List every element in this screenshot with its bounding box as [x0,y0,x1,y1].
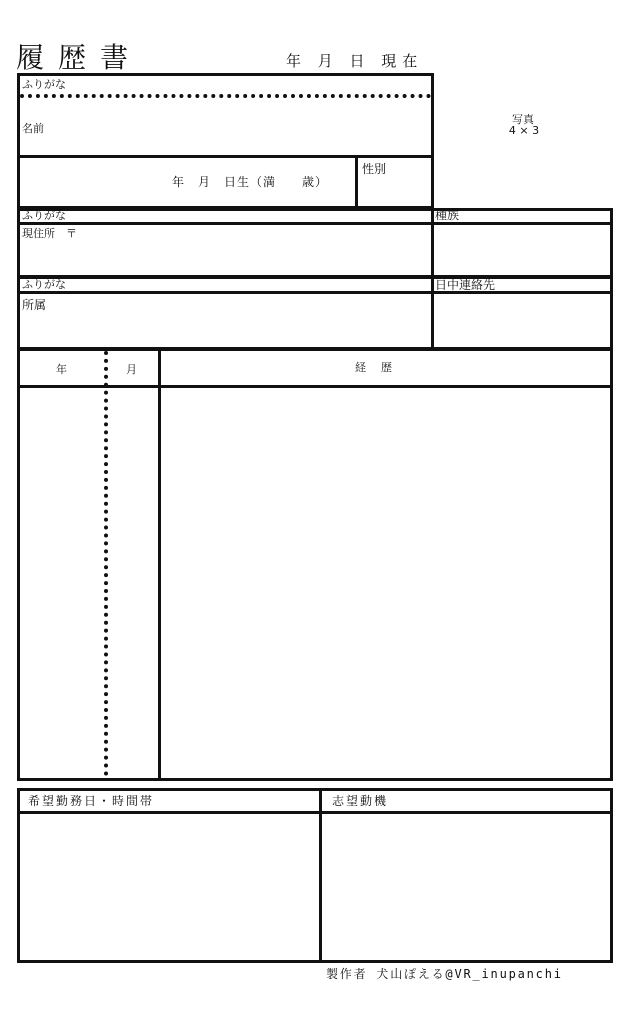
birth-date-label: 年 月 日生（満 歳） [172,175,329,189]
address-label: 現住所 〒 [22,227,77,240]
history-year-dotted-divider [104,351,108,776]
bottom-header-line [20,811,610,814]
bottom-divider [319,791,322,960]
address-box [17,208,613,278]
photo-size-label: 4 × 3 [508,124,540,137]
current-date-label: 年 月 日 現在 [286,52,424,70]
affiliation-box [17,276,613,350]
bottom-box [17,788,613,963]
name-furigana-label: ふりがな [22,78,66,91]
furigana-dotted-divider [20,94,431,98]
history-content-header: 経 歴 [355,361,394,374]
address-furigana-line [20,222,610,225]
daytime-contact-label: 日中連絡先 [435,278,496,292]
address-divider [431,211,434,275]
affiliation-label: 所属 [22,298,47,312]
gender-label: 性別 [362,162,387,176]
affiliation-furigana-line [20,291,610,294]
affiliation-divider [431,279,434,347]
name-box [17,73,434,158]
preferred-hours-label: 希望勤務日・時間帯 [28,794,155,808]
name-label: 名前 [22,122,44,135]
document-title: 履歴書 [16,41,143,74]
creator-credit: 製作者 犬山ぽえる@VR_inupanchi [326,967,563,981]
motivation-label: 志望動機 [332,794,389,808]
address-furigana-label: ふりがな [22,209,66,222]
history-month-divider [158,351,161,778]
history-header-line [20,385,610,388]
history-year-header: 年 [56,363,67,376]
history-month-header: 月 [126,363,137,376]
gender-divider [355,158,358,206]
race-label: 種族 [435,208,460,222]
photo-label: 写真 [512,113,534,126]
affiliation-furigana-label: ふりがな [22,278,66,291]
